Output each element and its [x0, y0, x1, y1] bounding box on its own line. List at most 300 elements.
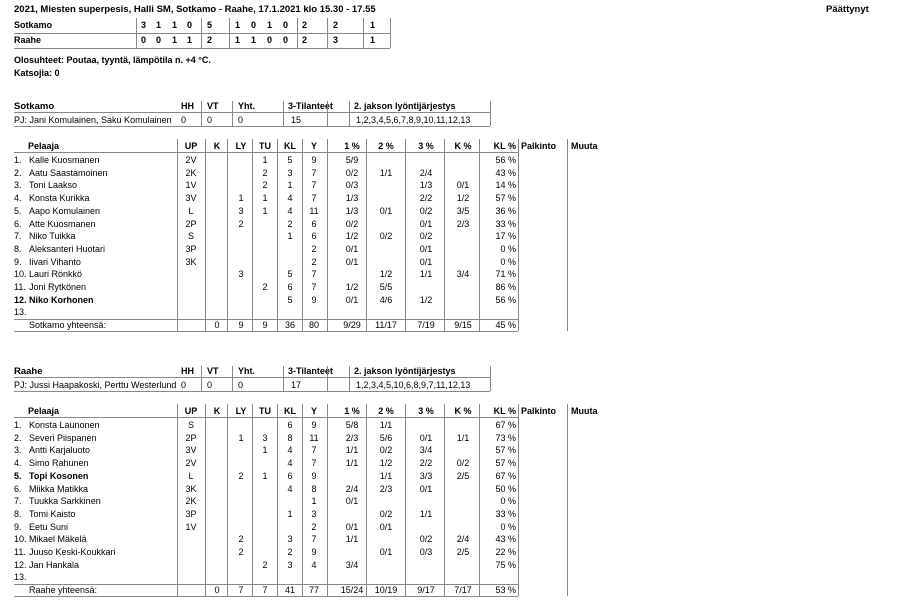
- stat-cell: 1/1: [456, 432, 470, 443]
- divider: [444, 404, 445, 596]
- stat-cell: 7: [311, 180, 317, 191]
- stat-cell: 1: [238, 432, 244, 443]
- scoreboard-cell: 1: [370, 20, 376, 30]
- player-number: 13.: [14, 572, 27, 583]
- stat-cell: 1: [262, 193, 268, 204]
- total-cell: 45 %: [495, 320, 516, 331]
- divider: [14, 331, 518, 332]
- player-number: 6.: [14, 483, 22, 494]
- stat-cell: 9: [311, 470, 317, 481]
- scoreboard-cell: 3: [333, 35, 339, 45]
- conditions-text: Olosuhteet: Poutaa, tyyntä, lämpötila n. +4 °C.: [14, 55, 211, 65]
- stat-cell: 9: [311, 547, 317, 557]
- coaches: PJ: Jussi Haapakoski, Perttu Westerlund: [14, 380, 177, 390]
- divider: [327, 366, 328, 391]
- stat-cell: 9: [311, 420, 317, 430]
- total-cell: 9/29: [343, 320, 361, 331]
- scoreboard-cell: 2: [207, 35, 213, 45]
- stat-cell: 57 %: [495, 458, 516, 469]
- stat-cell: 2/3: [345, 432, 359, 443]
- stat-cell: 1V: [185, 521, 197, 532]
- divider: [201, 366, 202, 391]
- tilanteet-value: 15: [291, 115, 302, 125]
- stat-cell: 7: [311, 193, 317, 204]
- stat-cell: 57 %: [495, 445, 516, 456]
- player-name: Jan Hankala: [29, 559, 80, 570]
- stat-cell: 50 %: [495, 483, 516, 494]
- divider: [444, 139, 445, 331]
- divider: [252, 139, 253, 331]
- stat-cell: 0 %: [500, 496, 516, 507]
- scoreboard-cell: 1: [187, 35, 193, 45]
- stat-cell: 1/2: [379, 269, 393, 280]
- player-number: 9.: [14, 256, 22, 267]
- stat-cell: 1/1: [419, 269, 433, 280]
- stat-cell: 2V: [185, 155, 197, 165]
- divider: [227, 139, 228, 331]
- stat-cell: 1V: [185, 180, 197, 191]
- column-header: LY: [235, 406, 247, 416]
- stat-cell: 3/5: [456, 205, 470, 216]
- scoreboard-cell: 1: [235, 20, 241, 30]
- divider: [232, 366, 233, 391]
- yht-label: Yht.: [238, 101, 255, 111]
- stat-cell: 2: [287, 547, 293, 557]
- scoreboard-cell: 0: [187, 20, 193, 30]
- stat-cell: 7: [311, 282, 317, 292]
- stat-cell: 56 %: [495, 155, 516, 165]
- hh-value: 0: [181, 115, 187, 125]
- player-name: Lauri Rönkkö: [29, 269, 83, 280]
- stat-cell: 56 %: [495, 294, 516, 305]
- stat-cell: 3V: [185, 445, 197, 456]
- stat-cell: 1: [262, 205, 268, 216]
- stat-cell: 33 %: [495, 508, 516, 519]
- stat-cell: 2/3: [456, 218, 470, 229]
- tilanteet-label: 3-Tilanteet: [288, 101, 333, 111]
- stat-cell: 17 %: [495, 231, 516, 242]
- yht-label: Yht.: [238, 366, 255, 376]
- stat-cell: 0/2: [379, 445, 393, 456]
- total-cell: 7: [238, 585, 244, 596]
- vt-label: VT: [207, 366, 219, 376]
- stat-cell: 1/1: [345, 534, 359, 545]
- divider: [227, 404, 228, 596]
- stat-cell: 1: [262, 445, 268, 456]
- hh-label: HH: [181, 101, 194, 111]
- stat-cell: 1: [262, 470, 268, 481]
- total-cell: 11/17: [375, 320, 397, 331]
- scoreboard-cell: 1: [267, 20, 273, 30]
- divider: [205, 404, 206, 596]
- stat-cell: 57 %: [495, 193, 516, 204]
- column-header: UP: [184, 406, 198, 416]
- player-number: 5.: [14, 470, 22, 481]
- stat-cell: 2: [311, 256, 317, 267]
- stat-cell: 4: [287, 483, 293, 494]
- player-number: 10.: [14, 269, 27, 280]
- column-header: Muuta: [571, 406, 598, 416]
- stat-cell: S: [187, 231, 194, 242]
- total-cell: 9: [262, 320, 268, 331]
- yht-value: 0: [238, 115, 244, 125]
- divider: [277, 139, 278, 331]
- total-cell: 41: [284, 585, 295, 596]
- stat-cell: 2/2: [419, 458, 433, 469]
- scoreboard-cell: 1: [172, 20, 178, 30]
- hh-value: 0: [181, 380, 187, 390]
- total-cell: 0: [214, 320, 220, 331]
- column-header: K %: [454, 141, 472, 151]
- stat-cell: 5/8: [345, 420, 359, 430]
- divider: [349, 101, 350, 126]
- stat-cell: 3V: [185, 193, 197, 204]
- stat-cell: 0/1: [345, 521, 359, 532]
- player-name: Tuukka Sarkkinen: [29, 496, 101, 507]
- scoreboard-cell: 5: [207, 20, 213, 30]
- total-cell: 7: [262, 585, 268, 596]
- scoreboard-team: Sotkamo: [14, 20, 53, 30]
- stat-cell: 1: [287, 508, 293, 519]
- player-name: Kalle Kuosmanen: [29, 155, 100, 165]
- stat-cell: 0/2: [419, 534, 433, 545]
- stat-cell: 2V: [185, 458, 197, 469]
- vt-label: VT: [207, 101, 219, 111]
- total-cell: 10/19: [374, 585, 398, 596]
- stat-cell: 3/4: [345, 559, 359, 570]
- stat-cell: 71 %: [495, 269, 516, 280]
- stat-cell: 7: [311, 445, 317, 456]
- stat-cell: 1: [238, 193, 244, 204]
- player-name: Toni Laakso: [29, 180, 78, 191]
- divider: [349, 366, 350, 391]
- player-name: Tomi Kaisto: [29, 508, 76, 519]
- stat-cell: 2: [262, 559, 268, 570]
- stat-cell: 6: [287, 470, 293, 481]
- stat-cell: 8: [311, 483, 317, 494]
- scoreboard-cell: 1: [156, 20, 162, 30]
- player-name: Niko Tuikka: [29, 231, 76, 242]
- scoreboard-cell: 3: [141, 20, 147, 30]
- stat-cell: 43 %: [495, 167, 516, 178]
- divider: [302, 404, 303, 596]
- stat-cell: 2/4: [419, 167, 433, 178]
- scoreboard-cell: 0: [283, 35, 289, 45]
- scoreboard-cell: 2: [333, 20, 339, 30]
- divider: [201, 101, 202, 126]
- player-name: Iivari Vihanto: [29, 256, 81, 267]
- total-cell: 7/19: [417, 320, 435, 331]
- player-name: Konsta Kurikka: [29, 193, 90, 204]
- divider: [252, 404, 253, 596]
- player-name: Aapo Komulainen: [29, 205, 101, 216]
- stat-cell: 5: [287, 294, 293, 305]
- stat-cell: 6: [287, 282, 293, 292]
- stat-cell: 0/2: [419, 231, 433, 242]
- total-cell: 80: [308, 320, 319, 331]
- team-total-label: Raahe yhteensä:: [29, 585, 98, 596]
- player-number: 11.: [14, 282, 26, 292]
- player-number: 3.: [14, 445, 22, 456]
- column-header: 3 %: [418, 406, 434, 416]
- stat-cell: 6: [311, 231, 317, 242]
- stat-cell: 5/5: [379, 282, 393, 292]
- column-header: KL %: [493, 141, 516, 151]
- divider: [518, 404, 519, 596]
- divider: [327, 404, 328, 596]
- player-name: Aleksanteri Huotari: [29, 243, 106, 254]
- divider: [229, 18, 230, 48]
- stat-cell: 5: [287, 269, 293, 280]
- divider: [201, 18, 202, 48]
- stat-cell: 7: [311, 458, 317, 469]
- stat-cell: 0/1: [379, 547, 393, 557]
- divider: [490, 101, 491, 126]
- stat-cell: 0/2: [379, 231, 393, 242]
- divider: [302, 139, 303, 331]
- total-cell: 15/24: [340, 585, 364, 596]
- divider: [136, 18, 137, 48]
- stat-cell: 2/2: [419, 193, 433, 204]
- stat-cell: 67 %: [495, 470, 516, 481]
- column-header: 2 %: [378, 141, 394, 151]
- stat-cell: 0 %: [500, 521, 516, 532]
- stat-cell: 3/3: [419, 470, 433, 481]
- stat-cell: 2/4: [345, 483, 359, 494]
- stat-cell: 0 %: [500, 256, 516, 267]
- stat-cell: 0/2: [345, 218, 359, 229]
- stat-cell: 3/4: [419, 445, 433, 456]
- player-name: Miikka Matikka: [29, 483, 89, 494]
- column-header: 3 %: [418, 141, 434, 151]
- scoreboard-cell: 1: [235, 35, 241, 45]
- stat-cell: S: [187, 420, 194, 430]
- stat-cell: 2: [311, 243, 317, 254]
- stat-cell: 73 %: [495, 432, 516, 443]
- stat-cell: 1: [287, 180, 293, 191]
- player-number: 13.: [14, 307, 27, 318]
- stat-cell: 4: [287, 193, 293, 204]
- stat-cell: 3: [287, 559, 293, 570]
- scoreboard-cell: 0: [156, 35, 162, 45]
- player-name: Konsta Launonen: [29, 420, 100, 430]
- stat-cell: 2/5: [456, 470, 470, 481]
- player-name: Severi Piispanen: [29, 432, 97, 443]
- stat-cell: 2/4: [456, 534, 470, 545]
- player-number: 9.: [14, 521, 22, 532]
- stat-cell: 86 %: [495, 282, 516, 292]
- page-title: 2021, Miesten superpesis, Halli SM, Sotkamo - Raahe, 17.1.2021 klo 15.30 - 17.55: [14, 4, 376, 15]
- scoreboard-cell: 1: [251, 35, 257, 45]
- column-header: Pelaaja: [28, 406, 60, 416]
- player-number: 3.: [14, 180, 22, 191]
- team-name: Sotkamo: [14, 101, 55, 112]
- column-header: Muuta: [571, 141, 598, 151]
- column-header: KL: [284, 141, 296, 151]
- divider: [405, 139, 406, 331]
- player-number: 2.: [14, 167, 22, 178]
- player-number: 10.: [14, 534, 27, 545]
- player-number: 1.: [14, 155, 22, 165]
- stat-cell: 8: [287, 432, 293, 443]
- divider: [297, 18, 298, 48]
- vt-value: 0: [207, 380, 213, 390]
- divider: [232, 101, 233, 126]
- stat-cell: 1/1: [379, 167, 393, 178]
- scoreboard-cell: 0: [267, 35, 273, 45]
- stat-cell: 0/1: [419, 483, 433, 494]
- divider: [327, 101, 328, 126]
- stat-cell: 0/2: [345, 167, 359, 178]
- column-header: TU: [259, 406, 271, 416]
- column-header: K: [213, 141, 221, 151]
- team-total-label: Sotkamo yhteensä:: [29, 320, 107, 331]
- player-number: 11.: [14, 547, 26, 557]
- column-header: 1 %: [344, 141, 360, 151]
- column-header: Y: [310, 406, 317, 416]
- stat-cell: L: [188, 205, 194, 216]
- stat-cell: 2: [262, 282, 268, 292]
- stat-cell: 2: [238, 470, 244, 481]
- column-header: UP: [184, 141, 198, 151]
- divider: [567, 404, 568, 596]
- stat-cell: 5: [287, 155, 293, 165]
- stat-cell: 3/4: [456, 269, 470, 280]
- stat-cell: 22 %: [495, 547, 516, 557]
- stat-cell: 1/3: [345, 193, 359, 204]
- stat-cell: 2: [262, 180, 268, 191]
- stat-cell: 3: [238, 205, 244, 216]
- player-name: Joni Rytkönen: [29, 282, 87, 292]
- column-header: LY: [235, 141, 247, 151]
- stat-cell: 3: [238, 269, 244, 280]
- divider: [283, 366, 284, 391]
- column-header: Palkinto: [521, 406, 557, 416]
- stat-cell: 1/2: [345, 231, 359, 242]
- scoreboard-cell: 0: [251, 20, 257, 30]
- stat-cell: 1/1: [419, 508, 433, 519]
- stat-cell: 9: [311, 294, 317, 305]
- stat-cell: 3P: [185, 243, 197, 254]
- stat-cell: 3: [287, 167, 293, 178]
- stat-cell: 1: [287, 231, 293, 242]
- stat-cell: 36 %: [495, 205, 516, 216]
- scoreboard-cell: 1: [370, 35, 376, 45]
- player-name: Mikael Mäkelä: [29, 534, 87, 545]
- stat-cell: 1/3: [345, 205, 359, 216]
- player-number: 12.: [14, 559, 27, 570]
- player-number: 5.: [14, 205, 22, 216]
- player-name: Antti Karjaluoto: [29, 445, 91, 456]
- scoreboard-cell: 2: [302, 35, 308, 45]
- yht-value: 0: [238, 380, 244, 390]
- divider: [366, 404, 367, 596]
- stat-cell: 1/1: [379, 420, 393, 430]
- player-number: 4.: [14, 193, 22, 204]
- divider: [518, 139, 519, 331]
- divider: [366, 139, 367, 331]
- stat-cell: 2K: [185, 167, 197, 178]
- stat-cell: 0/3: [419, 547, 433, 557]
- divider: [14, 126, 490, 127]
- divider: [567, 139, 568, 331]
- divider: [14, 33, 390, 34]
- stat-cell: 2/3: [379, 483, 393, 494]
- stat-cell: 0/1: [419, 243, 433, 254]
- stat-cell: 7: [311, 167, 317, 178]
- stat-cell: 2P: [185, 218, 197, 229]
- stat-cell: 2: [238, 534, 244, 545]
- column-header: K: [213, 406, 221, 416]
- stat-cell: 0/1: [345, 496, 359, 507]
- stat-cell: 6: [311, 218, 317, 229]
- divider: [177, 139, 178, 331]
- order-label: 2. jakson lyöntijärjestys: [354, 101, 456, 111]
- divider: [283, 101, 284, 126]
- player-name: Simo Rahunen: [29, 458, 89, 469]
- stat-cell: 1/1: [345, 445, 359, 456]
- divider: [363, 18, 364, 48]
- divider: [14, 112, 490, 113]
- stat-cell: 43 %: [495, 534, 516, 545]
- divider: [277, 404, 278, 596]
- stat-cell: 1/2: [419, 294, 433, 305]
- stat-cell: 2P: [185, 432, 197, 443]
- total-cell: 53 %: [495, 585, 516, 596]
- divider: [14, 48, 390, 49]
- stat-cell: 0/1: [456, 180, 470, 191]
- stat-cell: 3K: [185, 483, 197, 494]
- stat-cell: 2: [287, 218, 293, 229]
- divider: [405, 404, 406, 596]
- column-header: 1 %: [344, 406, 360, 416]
- hh-label: HH: [181, 366, 194, 376]
- stat-cell: 4: [287, 205, 293, 216]
- player-name: Eetu Suni: [29, 521, 69, 532]
- player-number: 8.: [14, 508, 22, 519]
- player-number: 8.: [14, 243, 22, 254]
- game-status: Päättynyt: [826, 4, 869, 15]
- stat-cell: 0/1: [345, 294, 359, 305]
- column-header: TU: [259, 141, 271, 151]
- player-number: 12.: [14, 294, 27, 305]
- stat-cell: 1/2: [456, 193, 470, 204]
- player-number: 6.: [14, 218, 22, 229]
- stat-cell: 1/1: [345, 458, 359, 469]
- stat-cell: 0/1: [419, 218, 433, 229]
- stat-cell: 3K: [185, 256, 197, 267]
- divider: [479, 139, 480, 331]
- divider: [14, 417, 518, 418]
- stat-cell: 75 %: [495, 559, 516, 570]
- column-header: KL %: [493, 406, 516, 416]
- stat-cell: 2: [262, 167, 268, 178]
- scoreboard-cell: 2: [302, 20, 308, 30]
- divider: [479, 404, 480, 596]
- stat-cell: 1/2: [379, 458, 393, 469]
- stat-cell: 4: [311, 559, 317, 570]
- divider: [14, 596, 518, 597]
- stat-cell: 7: [311, 534, 317, 545]
- divider: [490, 366, 491, 391]
- stat-cell: 1: [311, 496, 317, 507]
- stat-cell: 1: [262, 155, 268, 165]
- stat-cell: 5/9: [345, 155, 359, 165]
- player-name: Niko Korhonen: [29, 294, 94, 305]
- stat-cell: 2: [311, 521, 317, 532]
- total-cell: 0: [214, 585, 220, 596]
- stat-cell: 0/1: [419, 256, 433, 267]
